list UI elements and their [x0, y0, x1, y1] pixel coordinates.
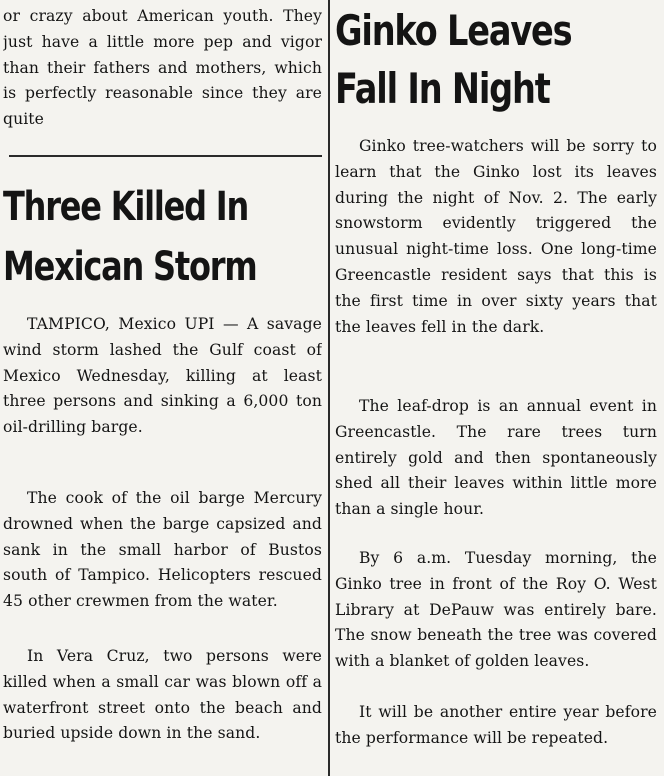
storm-paragraph-1: TAMPICO, Mexico UPI — A savage wind storm lashed the Gulf coast of Mexico Wednesday, killing at least three persons and sinking a 6,000 ton oil-drilling barge. [3, 315, 322, 437]
continued-paragraph: or crazy about American youth. They just have a little more pep and vigor than their fathers and mothers, which is perfectly reasonable since they are quite [3, 7, 322, 129]
ginko-paragraph-2: The leaf-drop is an annual event in Greencastle. The rare trees turn entirely gold and then spontaneously shed all their leaves within little more than a single hour. [335, 397, 657, 519]
ginko-paragraph-4: It will be another entire year before the performance will be repeated. [335, 703, 657, 747]
story-divider [9, 155, 322, 157]
right-column [335, 0, 657, 776]
ginko-paragraph-3: By 6 a.m. Tuesday morning, the Ginko tree in front of the Roy O. West Library at DePauw was entirely bare. The snow beneath the tree was covered with a blanket of golden leaves. [335, 549, 657, 671]
ginko-headline-line1: Ginko Leaves [335, 6, 572, 55]
storm-headline-line2: Mexican Storm [3, 244, 257, 290]
ginko-headline-line2: Fall In Night [335, 64, 550, 113]
column-divider [328, 0, 330, 776]
storm-headline-line1: Three Killed In [3, 184, 249, 230]
ginko-paragraph-1: Ginko tree-watchers will be sorry to learn that the Ginko lost its leaves during the night of Nov. 2. The early snowstorm evidently triggered the unusual night-time loss. One long-time Greencastle resident says that this is the first time in over sixty years that the leaves fell in the dark. [335, 137, 657, 336]
storm-paragraph-2: The cook of the oil barge Mercury drowned when the barge capsized and sank in the small harbor of Bustos south of Tampico. Helicopters rescued 45 other crewmen from the water. [3, 489, 322, 611]
left-column [3, 0, 322, 776]
storm-paragraph-3: In Vera Cruz, two persons were killed when a small car was blown off a waterfront street onto the beach and buried upside down in the sand. [3, 647, 322, 743]
